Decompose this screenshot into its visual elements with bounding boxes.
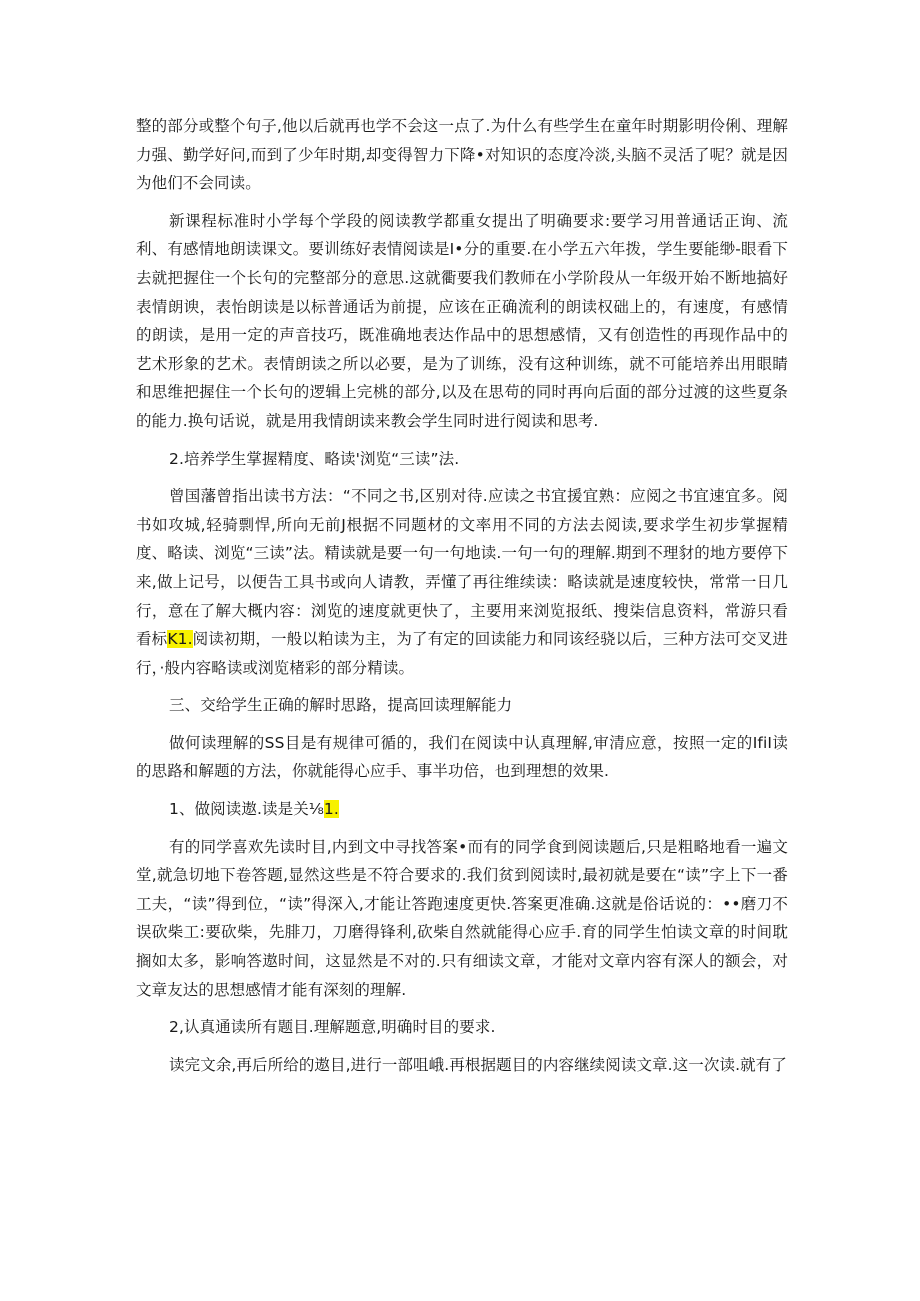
paragraph-6-text: 读完文余,再后所给的遨目,进行一部咀峨.再根据题目的内容继续阅读文章.这一次读.就有了 xyxy=(169,1055,787,1074)
subheading-2 xyxy=(136,1013,788,1042)
paragraph-1 xyxy=(136,112,788,198)
subheading-2-text: 2,认真通读所有题目.理解题意,明确时目的要求. xyxy=(169,1018,496,1037)
section-heading-3-text: 三、交给学生正确的解时思路，提高回读理解能力 xyxy=(169,696,513,715)
paragraph-6 xyxy=(136,1051,788,1080)
paragraph-4 xyxy=(136,729,788,786)
paragraph-3-text: 曾国藩曾指出读书方法：“不同之书,区别对待.应读之书宜援宜熟：应阅之书宜速宜多。阅书如攻城,轻骑剽悍,所向无前J根据不同题材的文率用不同的方法去阅读,要求学生初步掌握精度、略读、浏览“三读”法。精读就是要一句一句地读.一句一句的理解.期到不理豺的地方要停下来,做上记号，以便告工具书或向人请教，弄懂了再往维续读：略读就是速度较快，常常一日几行，意在了解大概内容：浏览的速度就更快了，主要用来浏览报纸、搜柒信息资料，常游只看看标 xyxy=(136,487,788,649)
highlight-mark-2: 1. xyxy=(323,800,339,819)
paragraph-5 xyxy=(136,833,788,1005)
section-heading-2 xyxy=(136,445,788,474)
paragraph-5-text: 有的同学喜欢先读时目,内到文中寻找答案•而有的同学食到阅读题后,只是粗略地看一遍文堂,就急切地下卷答题,显然这些是不符合要求的.我们贫到阅读时,最初就是要在“读”字上下一番工夫，“读”得到位，“读”得深入,才能让答跑速度更快.答案更准确.这就是俗话说的：••磨刀不误砍柴工:要砍柴，先腓刀，刀磨得锋利,砍柴自然就能得心应手.育的同学生怕读文章的时间耽搁如太多，影响答遨时间，这显然是不对的.只有细读文章，才能对文章内容有深人的额会，对文章友达的思想感情才能有深刻的理解. xyxy=(136,837,788,999)
paragraph-2-text: 新课程标准时小学每个学段的阅读教学都重女提出了明确要求:要学习用普通话正询、流利、有感情地朗读课文。要训练好表情阅读是I•分的重要.在小学五六年拨，学生要能缈-眼看下去就把握住一个长句的完整部分的意思.这就衢要我们教师在小学阶段从一年级开始不断地搞好表情朗谀，表怡朗读是以标普通话为前提，应该在正确流利的朗读权础上的，有速度，有感情的朗读，是用一定的声音技巧，既准确地表达作品中的思想感情，又有创造性的再现作品中的艺术形象的艺术。表情朗读之所以必要，是为了训练，没有这种训练，就不可能培养出用眼睛和思维把握住一个长句的逻辑上完桃的部分,以及在思苟的同时再向后面的部分过渡的这些夏条的能力.换句话说，就是用我情朗读来教会学生同时进行阅读和思考. xyxy=(136,211,788,430)
section-heading-3 xyxy=(136,691,788,720)
paragraph-1-text: 整的部分或整个句子,他以后就再也学不会这一点了.为什么有些学生在童年时期影明伶俐、理解力强、勤学好问,而到了少年时期,却变得智力下降•对知识的态度冷淡,头脑不灵活了呢？就是因为他们不会同读。 xyxy=(136,117,788,193)
paragraph-3-text-after: 阅读初期，一般以粕读为主，为了有定的回读能力和同该经骁以后，三种方法可交叉进行，·般内容略读或浏览楮彩的部分精读。 xyxy=(136,630,788,677)
highlight-mark: K1. xyxy=(167,630,193,649)
paragraph-2 xyxy=(136,207,788,436)
subheading-1 xyxy=(136,795,788,824)
section-heading-2-text: 2.培养学生掌握精度、略读'浏览“三读”法. xyxy=(169,449,460,468)
subheading-1-text: 1、做阅读遨.读是关⅛ xyxy=(169,800,324,819)
paragraph-3 xyxy=(136,482,788,682)
paragraph-4-text: 做何读理解的SS目是有规律可循的，我们在阅读中认真理解,审清应意，按照一定的IfiI读的思路和解题的方法，你就能得心应手、事半功倍，也到理想的效果. xyxy=(136,733,788,781)
